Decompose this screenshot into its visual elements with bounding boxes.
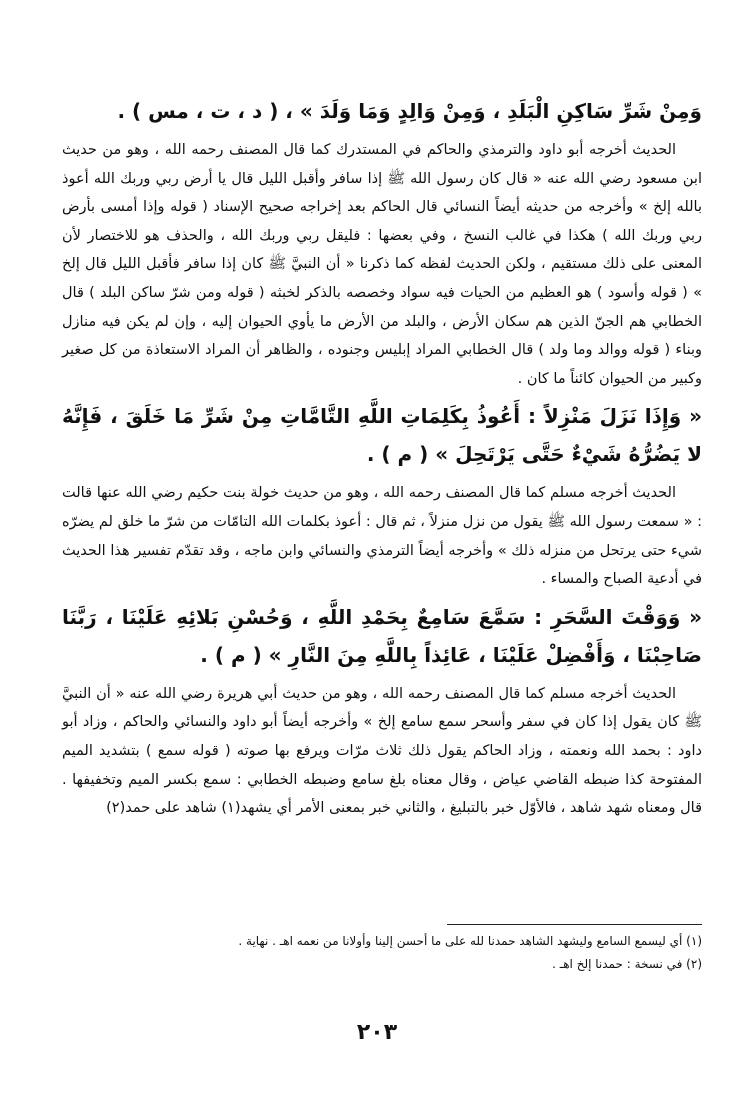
hadith-text-2: « وَإِذَا نَزَلَ مَنْزِلاً : أَعُوذُ بِكَلِمَاتِ اللَّهِ التَّامَّاتِ مِنْ شَرِّ مَا خَلَقَ ، فَإِنَّهُ لا يَضُرُّهُ شَيْءٌ حَتَّى يَرْتَحِلَ » ( م ) .: [62, 404, 702, 467]
footnote-1: (١) أي ليسمع السامع وليشهد الشاهد حمدنا لله على ما أحسن إلينا وأولانا من نعمه اهـ . نهاية .: [238, 934, 702, 948]
hadith-text-3: « وَوَقْتَ السَّحَرِ : سَمَّعَ سَامِعٌ بِحَمْدِ اللَّهِ ، وَحُسْنِ بَلائِهِ عَلَيْنَا ، رَبَّنَا صَاحِبْنَا ، وَأَفْضِلْ عَلَيْنَا ، عَائِذاً بِاللَّهِ مِنَ النَّارِ » ( م ) .: [62, 604, 702, 667]
commentary-paragraph-1: الحديث أخرجه أبو داود والترمذي والحاكم في المستدرك كما قال المصنف رحمه الله ، وهو من حديث ابن مسعود رضي الله عنه « قال كان رسول الله ﷺ إذا سافر وأقبل الليل قال يا أرض ربي وربك الله أعوذ بالله إلخ » وأخرجه من حديثه أيضاً النسائي قال الحاكم بعد إخراجه صحيح الإسناد ( قوله وإذا أمسى بأرض ربي وربك الله ) هكذا في غالب النسخ ، وفي بعضها : فليقل ربي وربك الله ، والحذف هو للاختصار لأن المعنى على ذلك مستقيم ، ولكن الحديث لفظه كما ذكرنا « أن النبيَّ ﷺ كان إذا سافر فأقبل الليل قال إلخ » ( قوله وأسود ) هو العظيم من الحيات فيه سواد وخصصه بالذكر لخبثه ( قوله ومن شرّ ساكن البلد ) قال الخطابي هم الجنّ الذين هم سكان الأرض ، والبلد من الأرض ما يأوي الحيوان إليه ، وإن لم يكن فيه منازل وبناء ( قوله ووالد وما ولد ) قال الخطابي المراد إبليس وجنوده ، والظاهر أن المراد الاستعاذة من كل صغير وكبير من الحيوان كائناً ما كان .: [62, 142, 702, 387]
commentary-paragraph-2: الحديث أخرجه مسلم كما قال المصنف رحمه الله ، وهو من حديث خولة بنت حكيم رضي الله عنها قالت : « سمعت رسول الله ﷺ يقول من نزل منزلاً ، ثم قال : أعوذ بكلمات الله التامّات من شرّ ما خلق لم يضرّه شيء حتى يرتحل من منزله ذلك » وأخرجه أيضاً الترمذي والنسائي وابن ماجه ، وقد تقدّم تفسير هذا الحديث في أدعية الصباح والمساء .: [62, 485, 702, 588]
footnotes: [62, 930, 702, 976]
footnote-2: (٢) في نسخة : حمدنا إلخ اهـ .: [552, 957, 702, 971]
page-body: [62, 92, 702, 827]
hadith-text-1: وَمِنْ شَرِّ سَاكِنِ الْبَلَدِ ، وَمِنْ وَالِدٍ وَمَا وَلَدَ » ، ( د ، ت ، مس ) .: [117, 99, 702, 123]
commentary-paragraph-3: الحديث أخرجه مسلم كما قال المصنف رحمه الله ، وهو من حديث أبي هريرة رضي الله عنه « أن النبيَّ ﷺ كان يقول إذا كان في سفر وأسحر سمع سامع إلخ » وأخرجه أيضاً أبو داود والنسائي والحاكم ، وزاد أبو داود : بحمد الله ونعمته ، وزاد الحاكم يقول ذلك ثلاث مرّات ويرفع بها صوته ( قوله سمع ) بتشديد الميم المفتوحة كذا ضبطه القاضي عياض ، وقال معناه بلغ سامع وضبطه الخطابي : سمع بكسر الميم وتخفيفها . قال ومعناه شهد شاهد ، فالأوّل خبر بالتبليغ ، والثاني خبر بمعنى الأمر أي يشهد(١) شاهد على حمد(٢): [62, 685, 702, 817]
footnote-separator: [447, 924, 702, 925]
page-number: ٢٠٣: [356, 1020, 398, 1045]
